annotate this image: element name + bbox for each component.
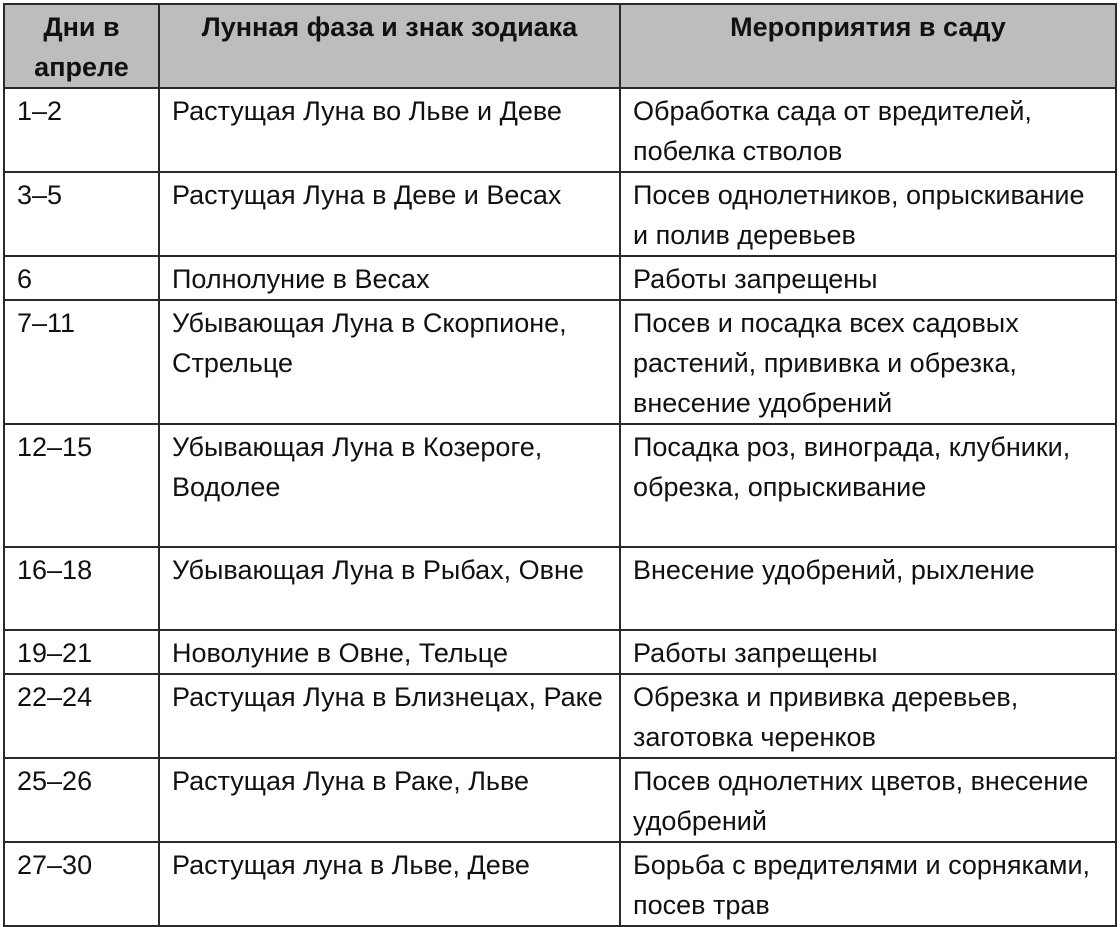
header-row <box>4 4 1116 88</box>
moon-phase-cell: Убывающая Луна в Рыбах, Овне <box>159 547 620 630</box>
table-row <box>4 842 1116 926</box>
activities-cell: Работы запрещены <box>620 630 1116 674</box>
days-cell: 22–24 <box>4 674 159 758</box>
table-row <box>4 172 1116 256</box>
days-cell: 12–15 <box>4 424 159 547</box>
table-row <box>4 674 1116 758</box>
activities-cell: Посадка роз, винограда, клубники, обрезка, опрыскивание <box>620 424 1116 547</box>
header-garden-activities: Мероприятия в саду <box>620 4 1116 88</box>
table-row <box>4 547 1116 630</box>
moon-phase-cell: Полнолуние в Весах <box>159 256 620 300</box>
table-row <box>4 424 1116 547</box>
moon-phase-cell: Убывающая Луна в Козероге, Водолее <box>159 424 620 547</box>
days-cell: 16–18 <box>4 547 159 630</box>
activities-cell: Обрезка и прививка деревьев, заготовка черенков <box>620 674 1116 758</box>
activities-cell: Работы запрещены <box>620 256 1116 300</box>
table-row <box>4 758 1116 842</box>
days-cell: 27–30 <box>4 842 159 926</box>
days-cell: 19–21 <box>4 630 159 674</box>
days-cell: 1–2 <box>4 88 159 172</box>
activities-cell: Посев однолетников, опрыскивание и полив деревьев <box>620 172 1116 256</box>
activities-cell: Посев однолетних цветов, внесение удобрений <box>620 758 1116 842</box>
header-moon-phase: Лунная фаза и знак зодиака <box>159 4 620 88</box>
table-row <box>4 300 1116 424</box>
moon-phase-cell: Растущая Луна во Льве и Деве <box>159 88 620 172</box>
moon-phase-cell: Растущая луна в Льве, Деве <box>159 842 620 926</box>
lunar-garden-calendar-table <box>3 3 1117 927</box>
days-cell: 3–5 <box>4 172 159 256</box>
days-cell: 6 <box>4 256 159 300</box>
moon-phase-cell: Растущая Луна в Раке, Льве <box>159 758 620 842</box>
table-row <box>4 256 1116 300</box>
moon-phase-cell: Убывающая Луна в Скорпионе, Стрельце <box>159 300 620 424</box>
activities-cell: Внесение удобрений, рыхление <box>620 547 1116 630</box>
header-days: Дни в апреле <box>4 4 159 88</box>
table-row <box>4 88 1116 172</box>
moon-phase-cell: Растущая Луна в Близнецах, Раке <box>159 674 620 758</box>
table-row <box>4 630 1116 674</box>
activities-cell: Борьба с вредителями и сорняками, посев трав <box>620 842 1116 926</box>
days-cell: 25–26 <box>4 758 159 842</box>
moon-phase-cell: Новолуние в Овне, Тельце <box>159 630 620 674</box>
activities-cell: Обработка сада от вредителей, побелка стволов <box>620 88 1116 172</box>
activities-cell: Посев и посадка всех садовых растений, прививка и обрезка, внесение удобрений <box>620 300 1116 424</box>
days-cell: 7–11 <box>4 300 159 424</box>
moon-phase-cell: Растущая Луна в Деве и Весах <box>159 172 620 256</box>
